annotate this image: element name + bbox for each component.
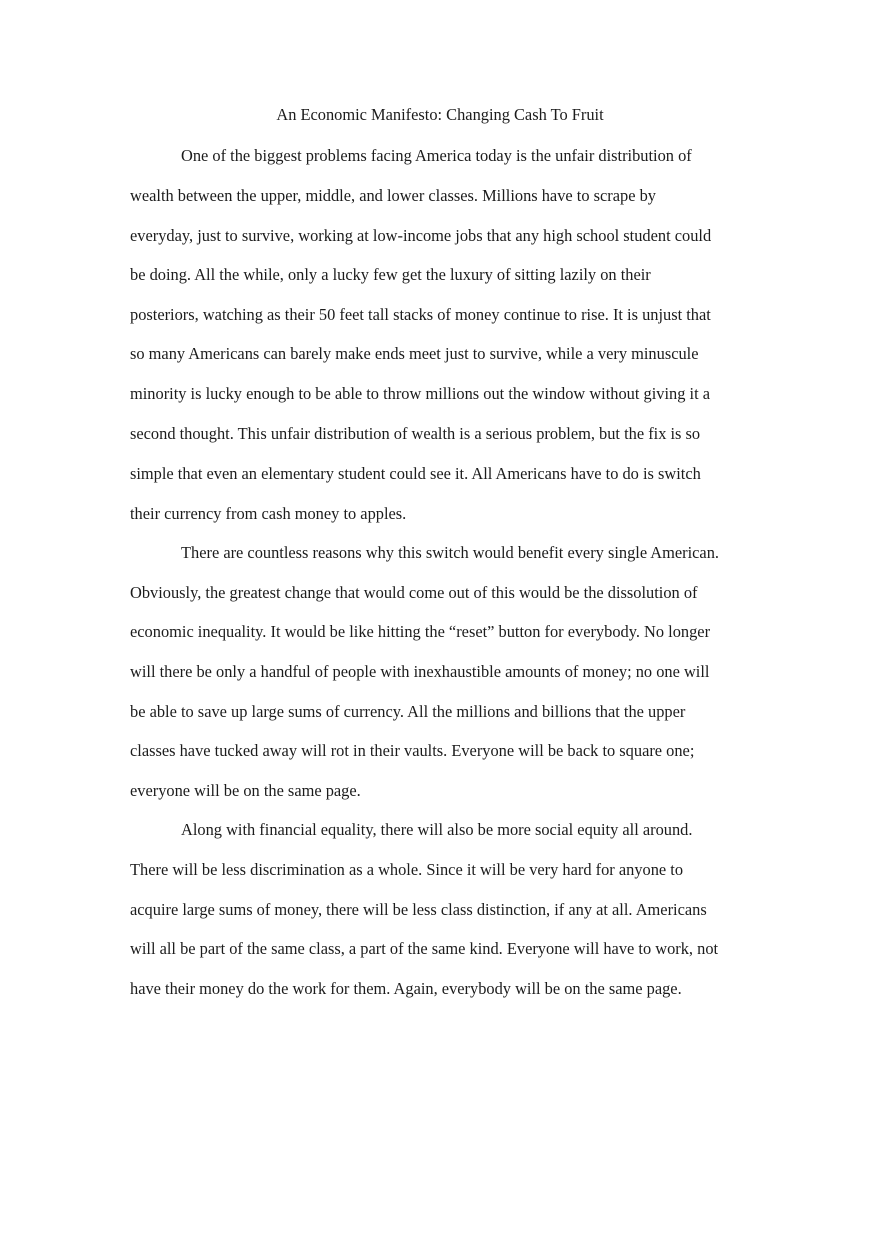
paragraph-2-line-6: classes have tucked away will rot in their vaults. Everyone will be back to square one; bbox=[130, 741, 695, 760]
paragraph-2-line-5: be able to save up large sums of currency. All the millions and billions that the upper bbox=[130, 702, 686, 721]
paragraph-2-line-3: economic inequality. It would be like hitting the “reset” button for everybody. No longer bbox=[130, 622, 711, 641]
paragraph-1-line-8: second thought. This unfair distribution of wealth is a serious problem, but the fix is so bbox=[130, 424, 701, 443]
paragraph-1-line-1: One of the biggest problems facing America today is the unfair distribution of bbox=[181, 146, 692, 165]
paragraph-1-line-6: so many Americans can barely make ends meet just to survive, while a very minuscule bbox=[130, 344, 699, 363]
paragraph-2-line-1: There are countless reasons why this switch would benefit every single American. bbox=[181, 543, 720, 562]
paragraph-2-line-4: will there be only a handful of people with inexhaustible amounts of money; no one will bbox=[130, 662, 710, 681]
paragraph-2-line-2: Obviously, the greatest change that would come out of this would be the dissolution of bbox=[130, 583, 698, 602]
paragraph-1-line-2: wealth between the upper, middle, and lower classes. Millions have to scrape by bbox=[130, 186, 656, 205]
paragraph-1-line-9: simple that even an elementary student could see it. All Americans have to do is switch bbox=[130, 464, 701, 483]
paragraph-1-line-4: be doing. All the while, only a lucky few get the luxury of sitting lazily on their bbox=[130, 265, 651, 284]
paragraph-1-line-7: minority is lucky enough to be able to throw millions out the window without giving it a bbox=[130, 384, 710, 403]
paragraph-1-line-3: everyday, just to survive, working at low-income jobs that any high school student could bbox=[130, 226, 712, 245]
document-title: An Economic Manifesto: Changing Cash To Fruit bbox=[276, 105, 604, 124]
paragraph-2-line-7: everyone will be on the same page. bbox=[130, 781, 361, 800]
paragraph-3-line-4: will all be part of the same class, a part of the same kind. Everyone will have to work, not bbox=[130, 939, 719, 958]
paragraph-3-line-2: There will be less discrimination as a whole. Since it will be very hard for anyone to bbox=[130, 860, 684, 879]
paragraph-3-line-5: have their money do the work for them. Again, everybody will be on the same page. bbox=[130, 979, 682, 998]
paragraph-1-line-10: their currency from cash money to apples. bbox=[130, 504, 407, 523]
paragraph-1-line-5: posteriors, watching as their 50 feet tall stacks of money continue to rise. It is unjust that bbox=[130, 305, 711, 324]
paragraph-3-line-1: Along with financial equality, there will also be more social equity all around. bbox=[181, 820, 693, 839]
paragraph-3-line-3: acquire large sums of money, there will be less class distinction, if any at all. Americans bbox=[130, 900, 707, 919]
